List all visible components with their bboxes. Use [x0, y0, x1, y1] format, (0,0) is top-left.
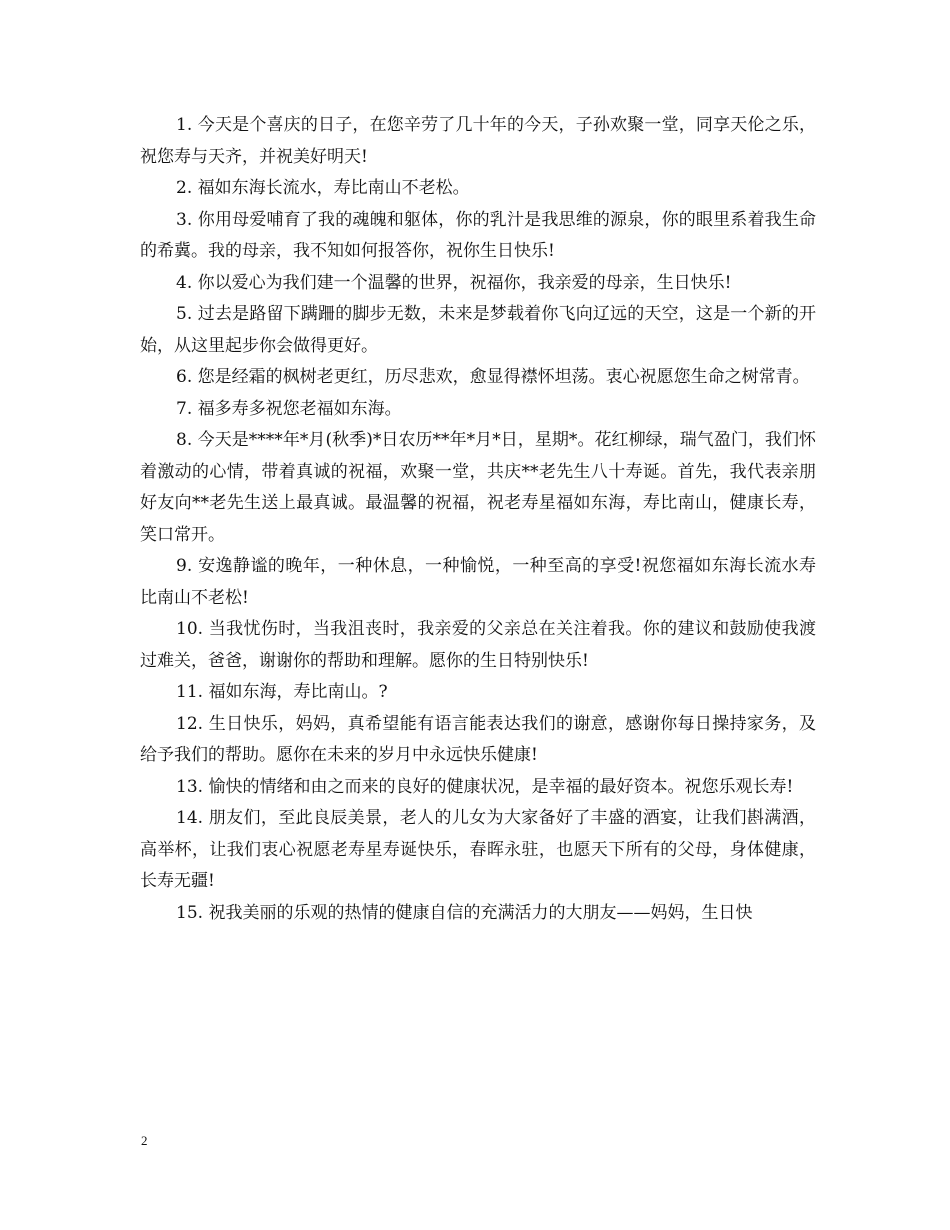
- paragraph-5: 5. 过去是路留下蹒跚的脚步无数，未来是梦载着你飞向辽远的天空，这是一个新的开始，从这里起步你会做得更好。: [140, 304, 816, 356]
- paragraph-14: 14. 朋友们，至此良辰美景，老人的儿女为大家备好了丰盛的酒宴，让我们斟满酒，高举杯，让我们衷心祝愿老寿星寿诞快乐，春晖永驻，也愿天下所有的父母，身体健康，长寿无疆!: [140, 808, 816, 891]
- paragraph-15: 15. 祝我美丽的乐观的热情的健康自信的充满活力的大朋友——妈妈，生日快: [176, 902, 753, 923]
- paragraph-6: 6. 您是经霜的枫树老更红，历尽悲欢，愈显得襟怀坦荡。衷心祝愿您生命之树常青。: [176, 367, 810, 387]
- page-number: 2: [141, 1133, 148, 1148]
- paragraph-1: 1. 今天是个喜庆的日子，在您辛劳了几十年的今天，子孙欢聚一堂，同享天伦之乐，祝您寿与天齐，并祝美好明天!: [140, 115, 816, 167]
- paragraph-8: 8. 今天是****年*月(秋季)*日农历**年*月*日，星期*。花红柳绿，瑞气盈门，我们怀着激动的心情，带着真诚的祝福，欢聚一堂，共庆**老先生八十寿诞。首先，我代表亲朋好友向**老先生送上最真诚。最温馨的祝福，祝老寿星福如东海，寿比南山，健康长寿，笑口常开。: [140, 430, 816, 545]
- paragraph-12: 12. 生日快乐，妈妈，真希望能有语言能表达我们的谢意，感谢你每日操持家务，及给予我们的帮助。愿你在未来的岁月中永远快乐健康!: [140, 713, 816, 765]
- paragraph-2: 2. 福如东海长流水，寿比南山不老松。: [176, 178, 470, 198]
- paragraph-7: 7. 福多寿多祝您老福如东海。: [176, 398, 402, 419]
- paragraph-9: 9. 安逸静谧的晚年，一种休息，一种愉悦，一种至高的享受!祝您福如东海长流水寿比南山不老松!: [140, 556, 816, 608]
- paragraph-10: 10. 当我忧伤时，当我沮丧时，我亲爱的父亲总在关注着我。你的建议和鼓励使我渡过难关，爸爸，谢谢你的帮助和理解。愿你的生日特别快乐!: [140, 619, 816, 671]
- document-body: [140, 110, 816, 929]
- paragraph-3: 3. 你用母爱哺育了我的魂魄和躯体，你的乳汁是我思维的源泉，你的眼里系着我生命的希冀。我的母亲，我不知如何报答你，祝你生日快乐!: [140, 209, 816, 261]
- paragraph-4: 4. 你以爱心为我们建一个温馨的世界，祝福你，我亲爱的母亲，生日快乐!: [176, 272, 732, 293]
- paragraph-11: 11. 福如东海，寿比南山。?: [176, 682, 388, 702]
- paragraph-13: 13. 愉快的情绪和由之而来的良好的健康状况，是幸福的最好资本。祝您乐观长寿!: [176, 776, 794, 797]
